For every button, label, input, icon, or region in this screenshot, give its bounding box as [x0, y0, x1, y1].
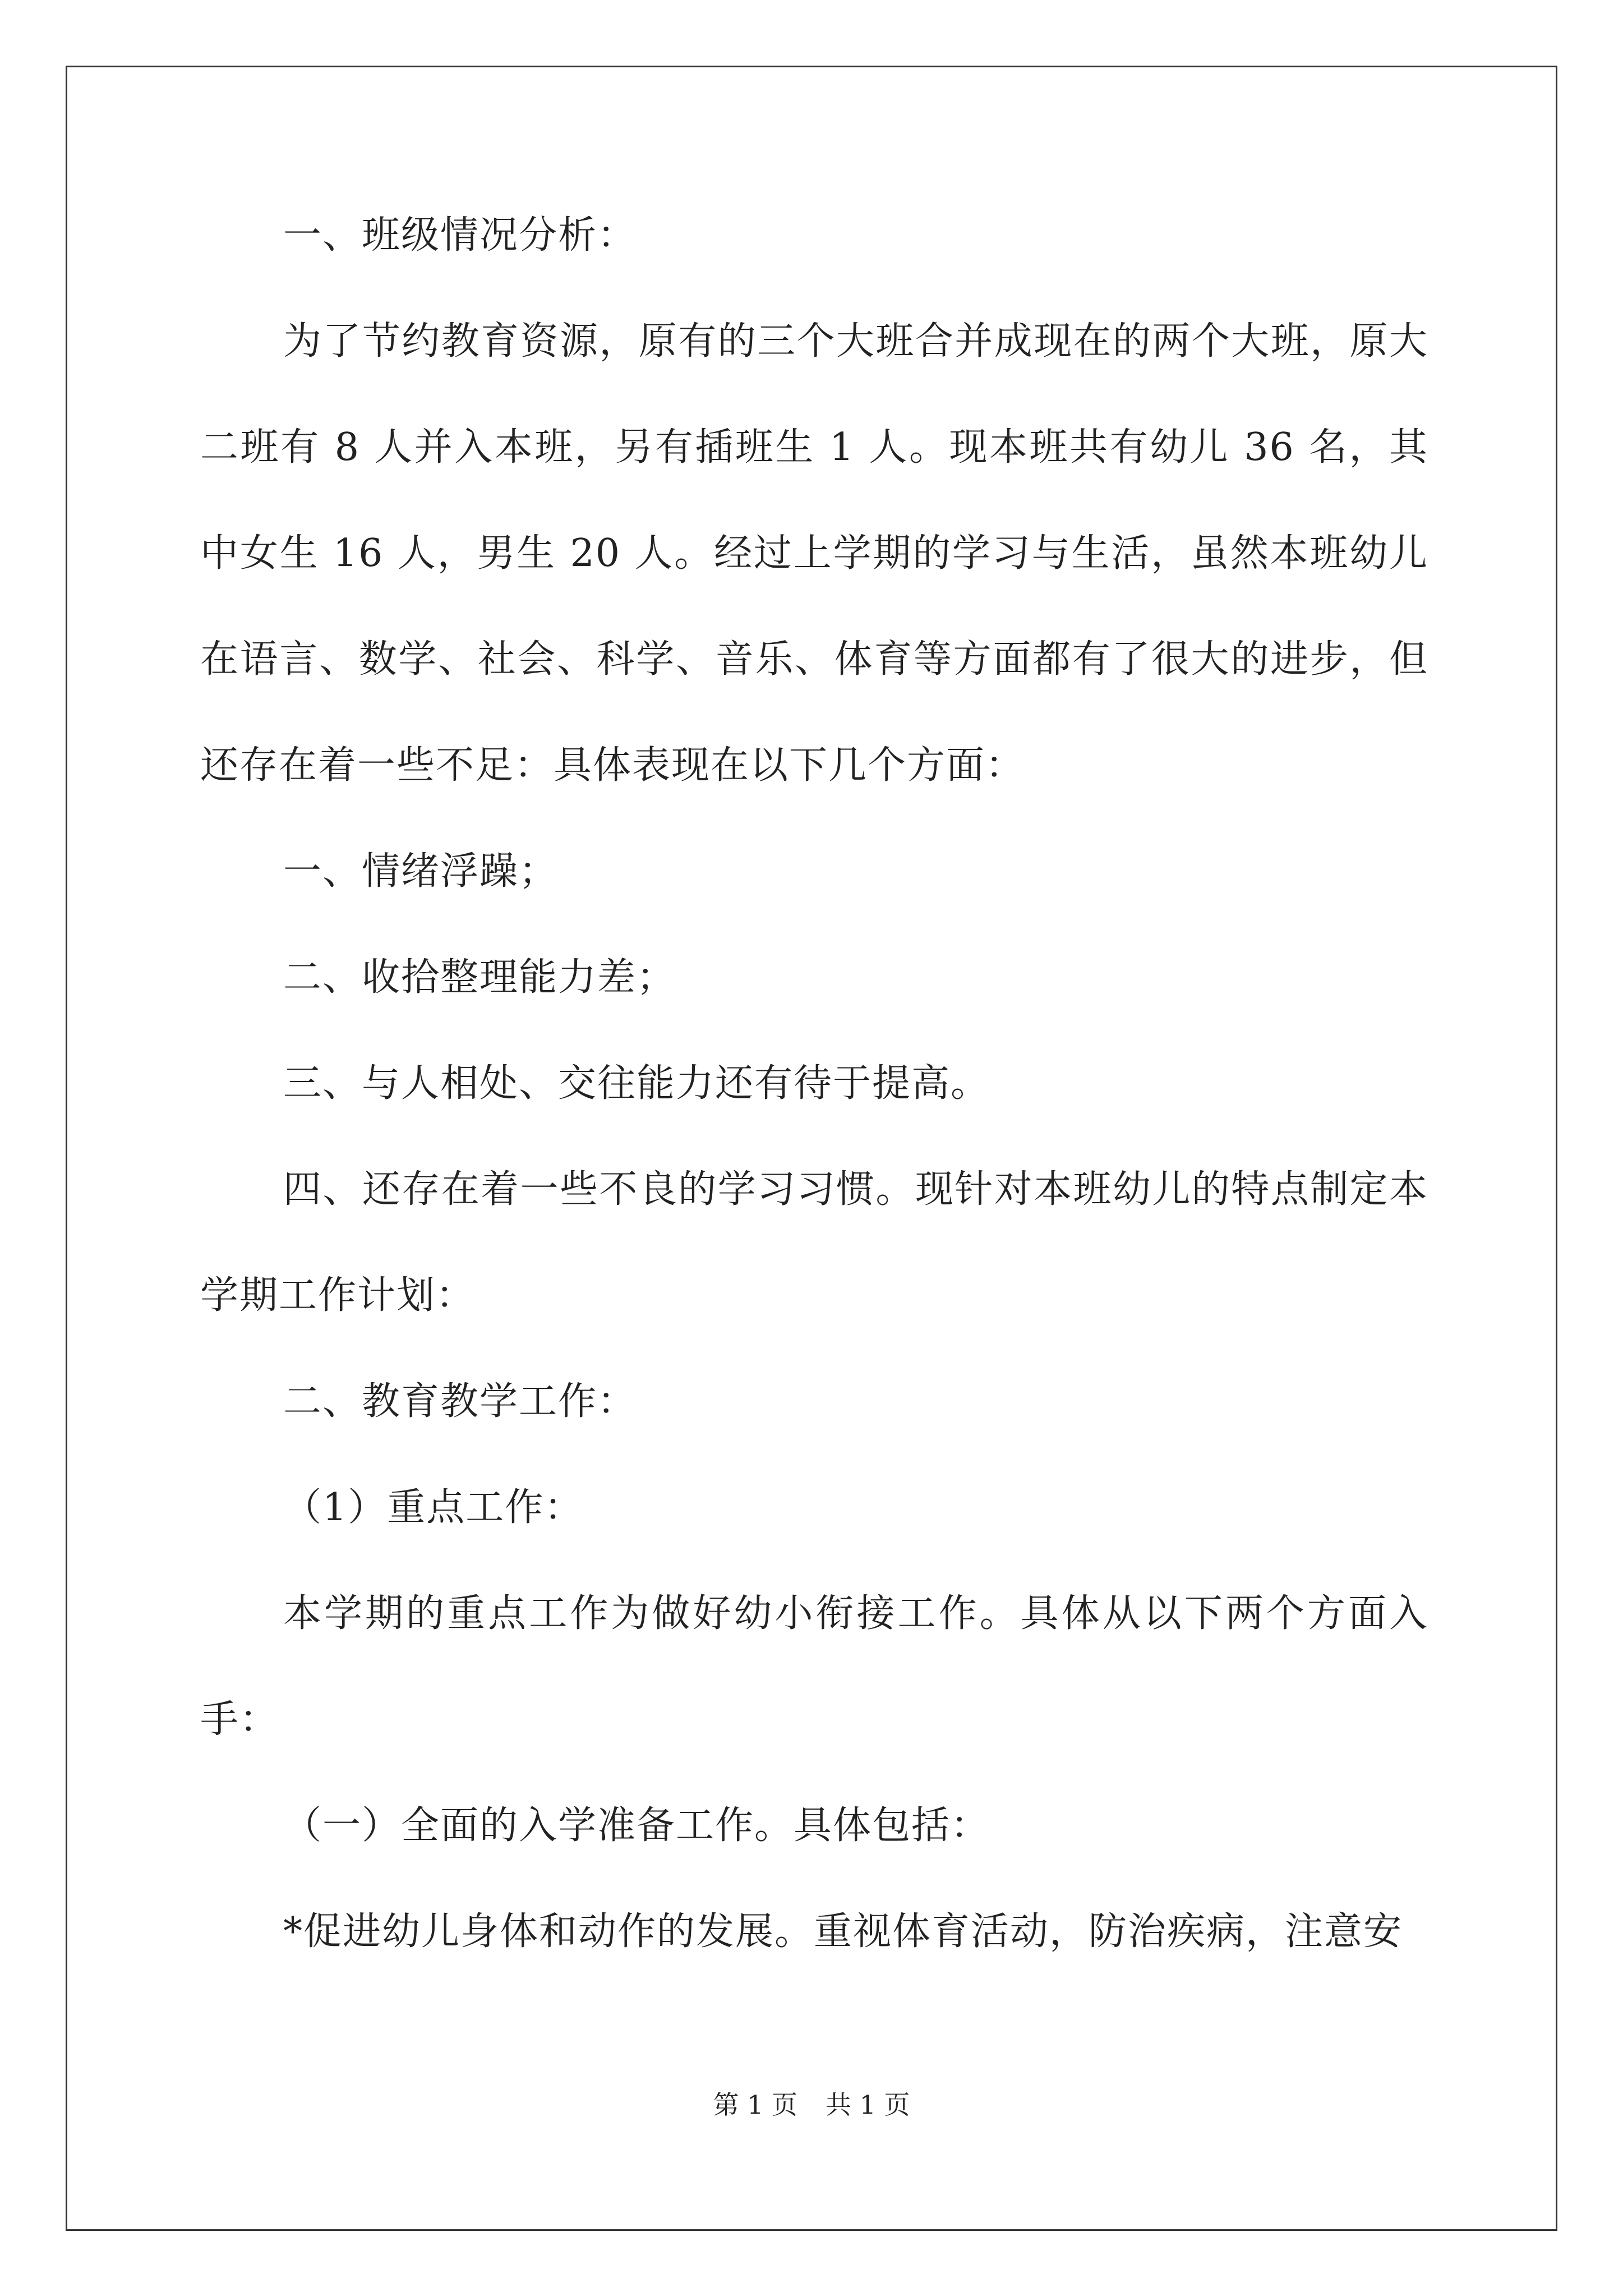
list-item: 二、收拾整理能力差； [283, 955, 676, 1000]
paragraph: 为了节约教育资源，原有的三个大班合并成现在的两个大班，原大二班有 8 人并入本班，另有插班生 1 人。现本班共有幼儿 36 名，其中女生 16 人，男生 20 人。经过上学期的学习与生活，虽然本班幼儿在语言、数学、社会、科学、音乐、体育等方面都有了很大的进步，但还存在着一些不足：具体表现在以下几个方面： [200, 319, 1428, 788]
paragraph: 本学期的重点工作为做好幼小衔接工作。具体从以下两个方面入手： [200, 1591, 1428, 1742]
section-heading: 二、教育教学工作： [283, 1379, 637, 1424]
list-item: 一、情绪浮躁； [283, 849, 559, 894]
list-item: 四、还存在着一些不良的学习习惯。现针对本班幼儿的特点制定本学期工作计划： [200, 1167, 1428, 1318]
page-footer [0, 2088, 1623, 2122]
document-body [200, 182, 1428, 1985]
paragraph: *促进幼儿身体和动作的发展。重视体育活动，防治疾病，注意安 [283, 1910, 1403, 1954]
list-item: 三、与人相处、交往能力还有待于提高。 [283, 1061, 990, 1106]
page-number-total: 共 1 页 [826, 2090, 910, 2120]
subsection-heading: （1）重点工作： [283, 1485, 584, 1530]
subsection-heading: （一）全面的入学准备工作。具体包括： [283, 1803, 990, 1848]
page-number-current: 第 1 页 [713, 2090, 797, 2120]
section-heading: 一、班级情况分析： [283, 213, 637, 257]
